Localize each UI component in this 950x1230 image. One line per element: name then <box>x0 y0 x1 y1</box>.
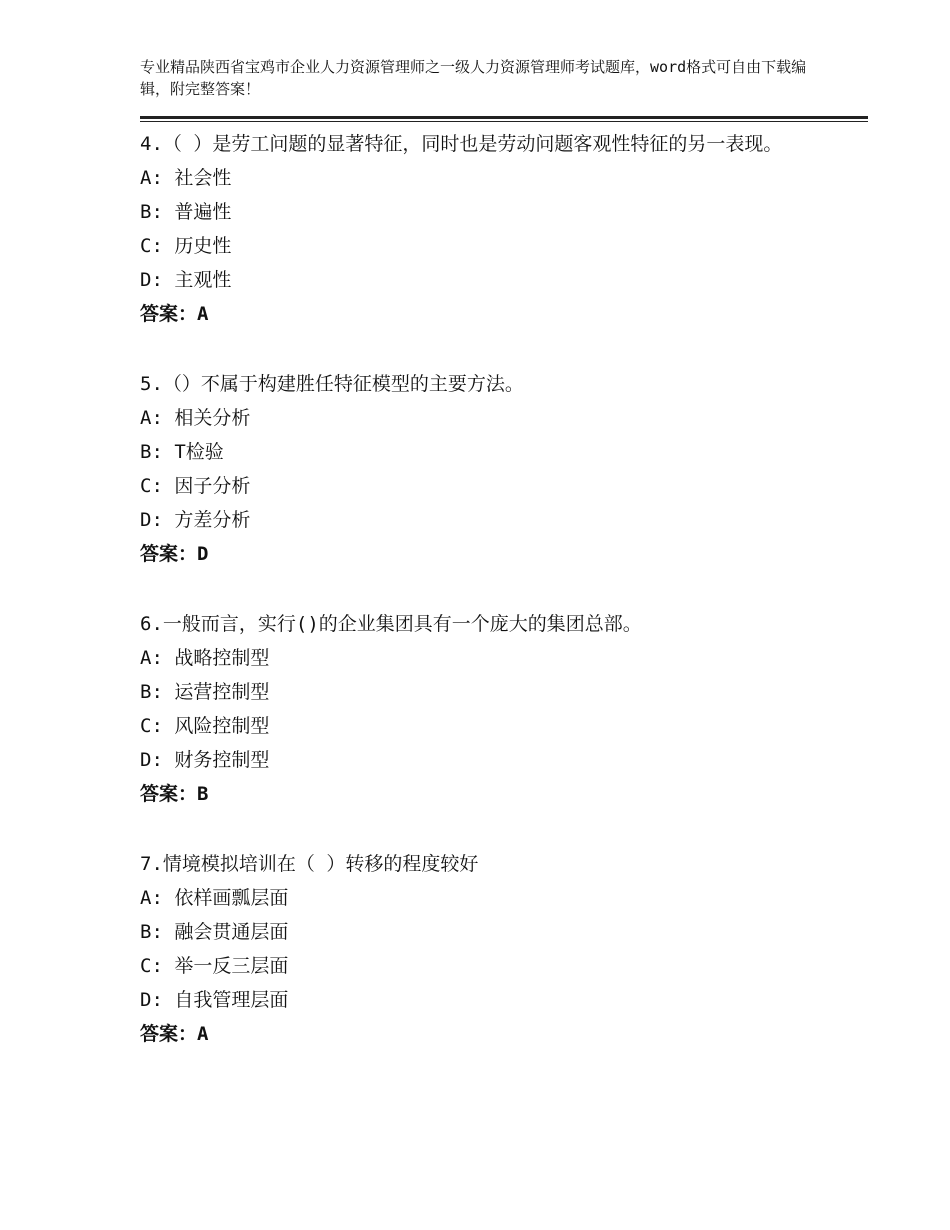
document-page <box>140 56 868 1087</box>
option-c: C: 因子分析 <box>140 475 251 497</box>
answer-label: 答案： <box>140 1023 198 1045</box>
option-b: B: 普遍性 <box>140 201 232 223</box>
question-5 <box>140 367 868 571</box>
answer-value: B <box>197 783 209 805</box>
question-7 <box>140 847 868 1051</box>
option-b: B: 融会贯通层面 <box>140 921 289 943</box>
option-a: A: 依样画瓢层面 <box>140 887 289 909</box>
header-divider <box>140 116 868 122</box>
question-list <box>140 127 868 1051</box>
question-stem: 4.（ ）是劳工问题的显著特征，同时也是劳动问题客观性特征的另一表现。 <box>140 133 783 155</box>
option-b: B: 运营控制型 <box>140 681 270 703</box>
option-d: D: 方差分析 <box>140 509 251 531</box>
question-4 <box>140 127 868 331</box>
answer-line <box>140 297 868 331</box>
answer-value: A <box>197 303 209 325</box>
answer-value: D <box>197 543 209 565</box>
answer-label: 答案： <box>140 303 198 325</box>
option-d: D: 自我管理层面 <box>140 989 289 1011</box>
option-d: D: 主观性 <box>140 269 232 291</box>
option-a: A: 社会性 <box>140 167 232 189</box>
answer-line <box>140 537 868 571</box>
answer-value: A <box>197 1023 209 1045</box>
answer-line <box>140 1017 868 1051</box>
question-stem: 6.一般而言，实行()的企业集团具有一个庞大的集团总部。 <box>140 613 642 635</box>
option-b: B: T检验 <box>140 441 224 463</box>
option-c: C: 历史性 <box>140 235 232 257</box>
option-c: C: 风险控制型 <box>140 715 270 737</box>
answer-label: 答案： <box>140 783 198 805</box>
answer-label: 答案： <box>140 543 198 565</box>
option-c: C: 举一反三层面 <box>140 955 289 977</box>
option-a: A: 战略控制型 <box>140 647 270 669</box>
option-d: D: 财务控制型 <box>140 749 270 771</box>
page-header: 专业精品陕西省宝鸡市企业人力资源管理师之一级人力资源管理师考试题库，word格式可自由下载编辑，附完整答案！ <box>140 58 807 98</box>
answer-line <box>140 777 868 811</box>
question-stem: 5.（）不属于构建胜任特征模型的主要方法。 <box>140 373 524 395</box>
option-a: A: 相关分析 <box>140 407 251 429</box>
question-stem: 7.情境模拟培训在（ ）转移的程度较好 <box>140 853 479 875</box>
question-6 <box>140 607 868 811</box>
